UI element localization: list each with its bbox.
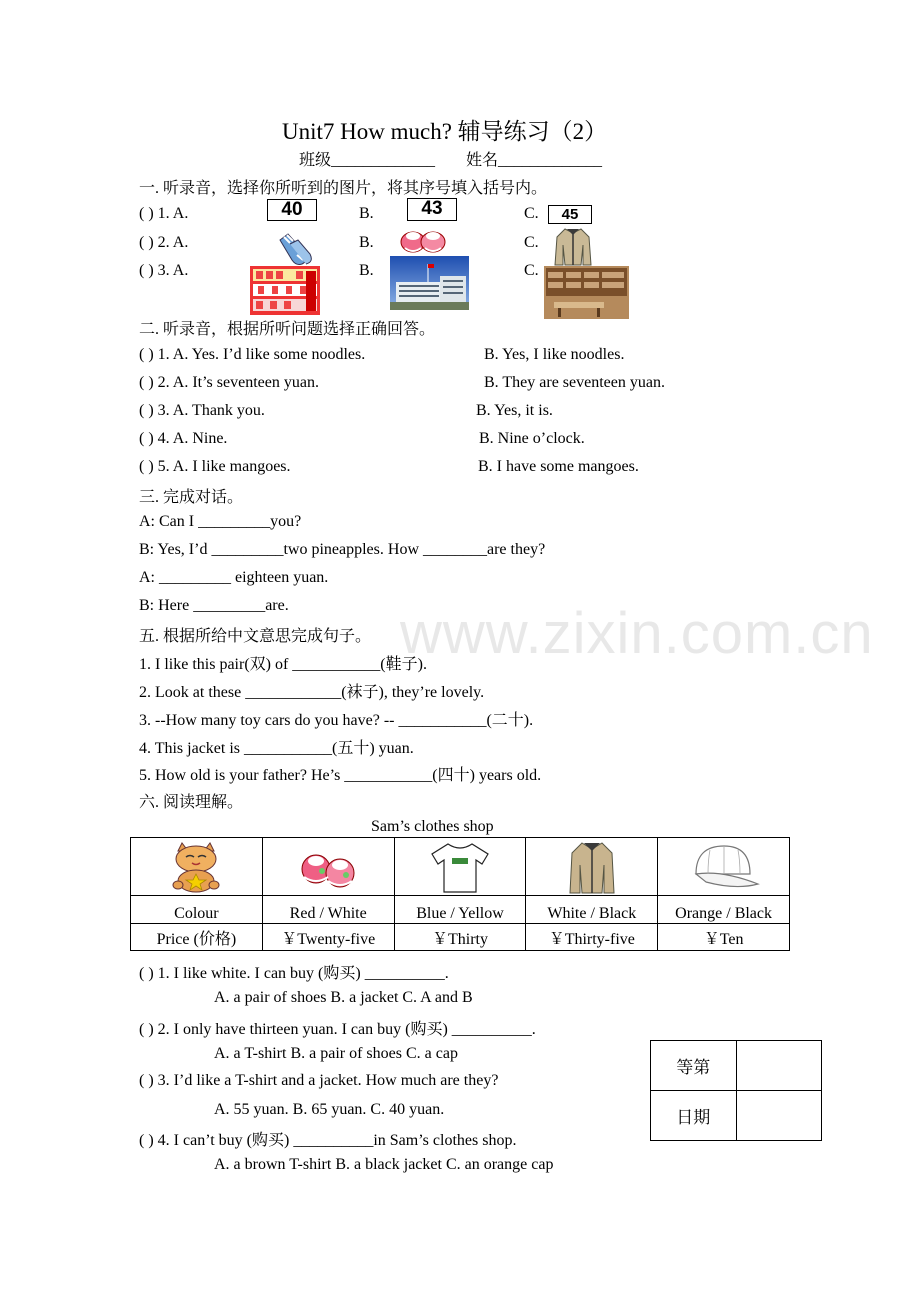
reading-options: A. 55 yuan. B. 65 yuan. C. 40 yuan. (214, 1101, 445, 1118)
price-header: Price (价格) (131, 924, 263, 951)
rank-field[interactable] (736, 1041, 822, 1091)
s2-q5-b: B. I have some mangoes. (478, 458, 639, 475)
colour-header: Colour (131, 896, 263, 924)
socks-image (276, 230, 316, 270)
reading-options: A. a pair of shoes B. a jacket C. A and B (214, 989, 473, 1006)
rank-label: 等第 (651, 1041, 737, 1091)
cap-icon (686, 840, 762, 894)
cat-icon (164, 841, 228, 893)
s2-q2: ( ) 2. A. It’s seventeen yuan. (139, 374, 319, 391)
library-image (544, 266, 629, 319)
s1-q3-label: ( ) 3. A. (139, 262, 189, 279)
s1-q1-b: B. (359, 205, 374, 222)
cell-cap (658, 838, 790, 896)
s1-q3-c: C. (524, 262, 539, 279)
section2-heading: 二. 听录音，根据所听问题选择正确回答。 (139, 321, 436, 338)
shoes-icon (296, 841, 360, 893)
date-label: 日期 (651, 1091, 737, 1141)
cell-cat (131, 838, 263, 896)
s1-q1-label: ( ) 1. A. (139, 205, 189, 222)
s2-q4: ( ) 4. A. Nine. (139, 430, 228, 447)
colour-cell: Red / White (262, 896, 394, 924)
s2-q1: ( ) 1. A. Yes. I’d like some noodles. (139, 346, 366, 363)
sentence-line: 2. Look at these ____________(袜子), they’re lovely. (139, 684, 485, 701)
sentence-line: 1. I like this pair(双) of ___________(鞋子). (139, 656, 427, 673)
s1-q1-c: C. (524, 205, 539, 222)
sentence-line: 3. --How many toy cars do you have? -- ___________(二十). (139, 712, 534, 729)
cell-tshirt (394, 838, 526, 896)
score-box (650, 1040, 822, 1141)
s2-q3-b: B. Yes, it is. (476, 402, 553, 419)
s2-q5: ( ) 5. A. I like mangoes. (139, 458, 291, 475)
page-title: Unit7 How much? 辅导练习（2） (282, 119, 608, 144)
reading-options: A. a brown T-shirt B. a black jacket C. an orange cap (214, 1156, 554, 1173)
shop-table (130, 837, 790, 951)
reading-options: A. a T-shirt B. a pair of shoes C. a cap (214, 1045, 458, 1062)
class-field[interactable]: 班级_____________ (299, 152, 436, 169)
cell-shoes (262, 838, 394, 896)
number-card-40: 40 (267, 199, 317, 221)
section5-heading: 五. 根据所给中文意思完成句子。 (139, 628, 372, 645)
jacket-image (553, 225, 593, 267)
shoes-image (399, 220, 447, 258)
cell-jacket (526, 838, 658, 896)
s2-q1-b: B. Yes, I like noodles. (484, 346, 625, 363)
s2-q2-b: B. They are seventeen yuan. (484, 374, 665, 391)
number-card-45: 45 (548, 205, 592, 224)
s1-q3-b: B. (359, 262, 374, 279)
s2-q3: ( ) 3. A. Thank you. (139, 402, 265, 419)
dialog-line: B: Yes, I’d _________two pineapples. How ________are they? (139, 541, 546, 558)
s2-q4-b: B. Nine o’clock. (479, 430, 585, 447)
reading-question: ( ) 4. I can’t buy (购买) __________in Sam’s clothes shop. (139, 1132, 517, 1149)
price-cell: ￥Ten (658, 924, 790, 951)
reading-question: ( ) 2. I only have thirteen yuan. I can buy (购买) __________. (139, 1021, 536, 1038)
table-title: Sam’s clothes shop (371, 818, 494, 835)
dialog-line: A: _________ eighteen yuan. (139, 569, 329, 586)
s1-q2-b: B. (359, 234, 374, 251)
dialog-line: B: Here _________are. (139, 597, 289, 614)
s1-q2-c: C. (524, 234, 539, 251)
school-image (390, 256, 469, 310)
price-cell: ￥Thirty-five (526, 924, 658, 951)
number-card-43: 43 (407, 198, 457, 221)
reading-question: ( ) 1. I like white. I can buy (购买) __________. (139, 965, 449, 982)
reading-question: ( ) 3. I’d like a T-shirt and a jacket. How much are they? (139, 1072, 499, 1089)
sentence-line: 4. This jacket is ___________(五十) yuan. (139, 740, 414, 757)
section3-heading: 三. 完成对话。 (139, 489, 244, 506)
section6-heading: 六. 阅读理解。 (139, 794, 244, 811)
shop-image (250, 266, 320, 315)
s1-q2-label: ( ) 2. A. (139, 234, 189, 251)
colour-cell: White / Black (526, 896, 658, 924)
colour-cell: Orange / Black (658, 896, 790, 924)
name-field[interactable]: 姓名_____________ (466, 152, 603, 169)
watermark: www.zixin.com.cn (400, 601, 874, 666)
dialog-line: A: Can I _________you? (139, 513, 302, 530)
jacket-icon (568, 839, 616, 895)
date-field[interactable] (736, 1091, 822, 1141)
price-cell: ￥Thirty (394, 924, 526, 951)
section1-heading: 一. 听录音，选择你所听到的图片，将其序号填入括号内。 (139, 180, 548, 197)
colour-cell: Blue / Yellow (394, 896, 526, 924)
sentence-line: 5. How old is your father? He’s ___________(四十) years old. (139, 767, 542, 784)
price-cell: ￥Twenty-five (262, 924, 394, 951)
tshirt-icon (428, 840, 492, 894)
